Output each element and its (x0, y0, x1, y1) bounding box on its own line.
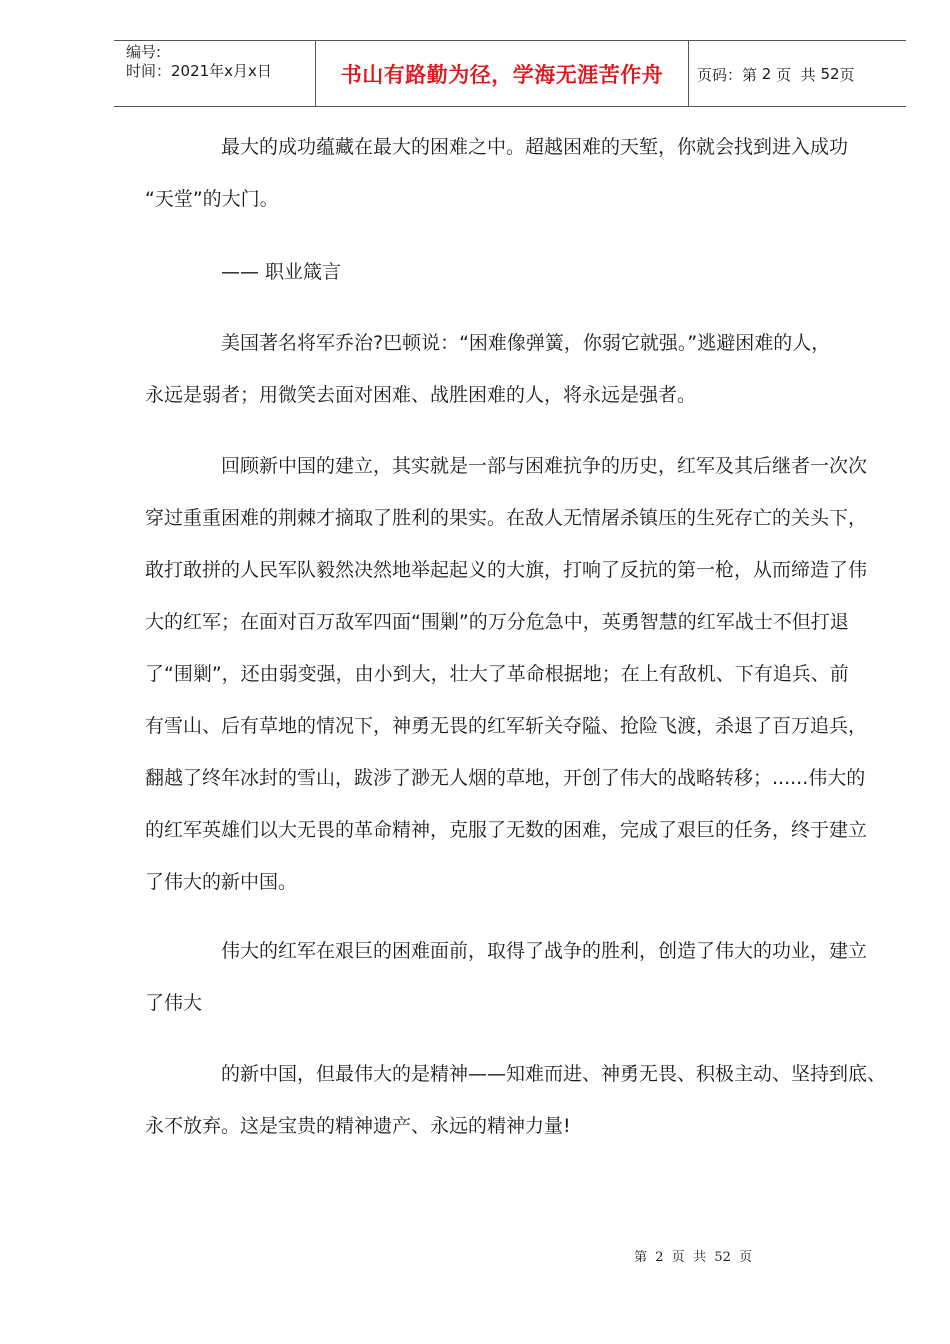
paragraph-1 (145, 121, 897, 225)
text-line: 有雪山、后有草地的情况下，神勇无畏的红军斩关夺隘、抢险飞渡，杀退了百万追兵， (145, 715, 868, 737)
text-line: 大的红军；在面对百万敌军四面“围剿”的万分危急中，英勇智慧的红军战士不但打退 (145, 611, 849, 633)
page-number: 2 (761, 65, 772, 83)
text-line: “天堂”的大门。 (145, 188, 279, 210)
paragraph-6 (145, 1048, 897, 1152)
document-date: 时间：2021年x月x日 (126, 62, 272, 80)
attribution-line: —— 职业箴言 (221, 261, 342, 283)
header-motto: 书山有路勤为径，学海无涯苦作舟 (316, 41, 689, 107)
text-line: 了伟大的新中国。 (145, 871, 298, 893)
page-footer: 第 2 页 共 52 页 (634, 1250, 753, 1265)
page-end-label: 页 (839, 65, 855, 84)
document-number-label: 编号: (126, 43, 162, 61)
text-line: 伟大的红军在艰巨的困难面前，取得了战争的胜利，创造了伟大的功业，建立 (221, 940, 868, 962)
text-line: 翻越了终年冰封的雪山，跋涉了渺无人烟的草地，开创了伟大的战略转移；......伟大的 (145, 767, 866, 789)
header-meta (114, 41, 316, 107)
paragraph-5 (145, 925, 897, 1029)
paragraph-3 (145, 317, 897, 421)
paragraph-2 (145, 246, 897, 298)
page-header (114, 40, 906, 107)
text-line: 了伟大 (145, 992, 203, 1014)
text-line: 的红军英雄们以大无畏的革命精神，克服了无数的困难，完成了艰巨的任务，终于建立 (145, 819, 868, 841)
page-mid-label: 页 共 (776, 65, 816, 84)
text-line: 永远是弱者；用微笑去面对困难、战胜困难的人，将永远是强者。 (145, 384, 697, 406)
text-line: 美国著名将军乔治?巴顿说：“困难像弹簧，你弱它就强。”逃避困难的人， (221, 332, 831, 354)
text-line: 永不放弃。这是宝贵的精神遗产、永远的精神力量! (145, 1115, 571, 1137)
text-line: 回顾新中国的建立，其实就是一部与困难抗争的历史，红军及其后继者一次次 (221, 455, 868, 477)
header-page-info (689, 41, 906, 107)
text-line: 穿过重重困难的荆棘才摘取了胜利的果实。在敌人无情屠杀镇压的生死存亡的关头下， (145, 507, 868, 529)
page-total: 52 (820, 65, 840, 83)
page-label: 页码：第 (697, 65, 758, 84)
paragraph-4 (145, 440, 897, 908)
text-line: 了“围剿”，还由弱变强，由小到大，壮大了革命根据地；在上有敌机、下有追兵、前 (145, 663, 849, 685)
text-line: 的新中国，但最伟大的是精神——知难而进、神勇无畏、积极主动、坚持到底、 (221, 1063, 887, 1085)
text-line: 敢打敢拼的人民军队毅然决然地举起起义的大旗，打响了反抗的第一枪，从而缔造了伟 (145, 559, 868, 581)
text-line: 最大的成功蕴藏在最大的困难之中。超越困难的天堑，你就会找到进入成功 (221, 136, 849, 158)
